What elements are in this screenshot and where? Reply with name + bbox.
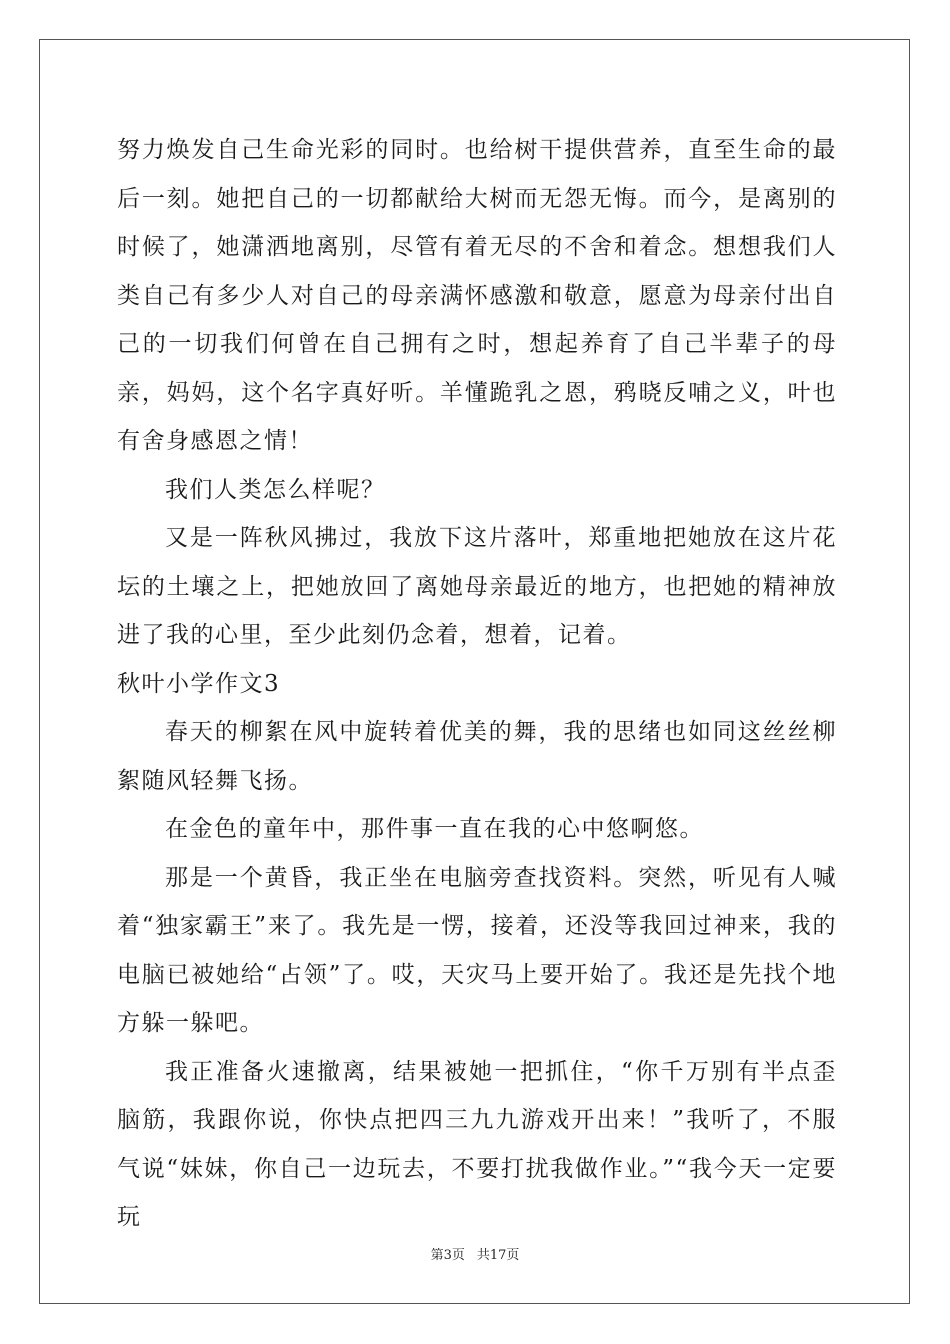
section-title: 秋叶小学作文3 [117, 670, 281, 697]
paragraph-1: 努力焕发自己生命光彩的同时。也给树干提供营养，直至生命的最后一刻。她把自己的一切都献给大树而无怨无悔。而今，是离别的时候了，她潇洒地离别，尽管有着无尽的不舍和着念。想想我们人类自己有多少人对自己的母亲满怀感激和敬意，愿意为母亲付出自己的一切我们何曾在自己拥有之时，想起养育了自己半辈子的母亲，妈妈，这个名字真好听。羊懂跪乳之恩，鸦晓反哺之义，叶也有舍身感恩之情！ [117, 137, 837, 454]
paragraph-6: 那是一个黄昏，我正坐在电脑旁查找资料。突然，听见有人喊着“独家霸王”来了。我先是一愣，接着，还没等我回过神来，我的电脑已被她给“占领”了。哎，天灾马上要开始了。我还是先找个地方躲一躲吧。 [117, 864, 837, 1036]
page-number: 第3页 [430, 1248, 465, 1263]
page-total: 共17页 [476, 1248, 520, 1263]
page-footer [0, 1244, 950, 1263]
paragraph-2: 我们人类怎么样呢？ [165, 476, 386, 503]
document-body [117, 126, 837, 1242]
paragraph-7: 我正准备火速撤离，结果被她一把抓住，“你千万别有半点歪脑筋，我跟你说，你快点把四三九九游戏开出来！”我听了，不服气说“妹妹，你自己一边玩去，不要打扰我做作业。”“我今天一定要玩 [117, 1058, 837, 1230]
paragraph-4: 春天的柳絮在风中旋转着优美的舞，我的思绪也如同这丝丝柳絮随风轻舞飞扬。 [117, 719, 837, 794]
paragraph-3: 又是一阵秋风拂过，我放下这片落叶，郑重地把她放在这片花坛的土壤之上，把她放回了离她母亲最近的地方，也把她的精神放进了我的心里，至少此刻仍念着，想着，记着。 [117, 525, 837, 648]
paragraph-5: 在金色的童年中，那件事一直在我的心中悠啊悠。 [165, 816, 704, 842]
